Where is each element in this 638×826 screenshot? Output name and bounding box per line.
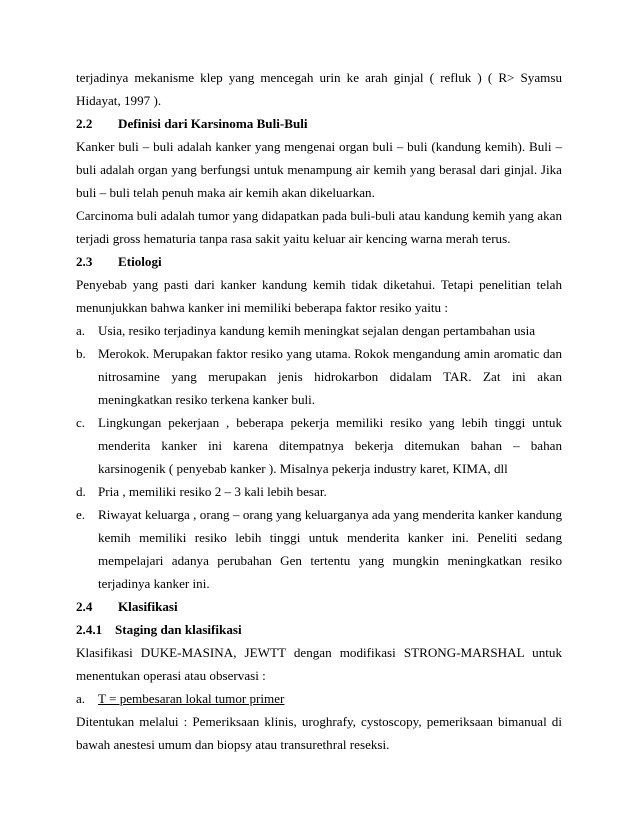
list-marker: a. — [76, 323, 86, 338]
list-text: Merokok. Merupakan faktor resiko yang utama. Rokok mengandung amin aromatic dan nitrosamine yang merupakan jenis hidrokarbon didalam TAR. Zat ini akan meningkatkan resiko terkena kanker buli. — [98, 346, 562, 407]
list-marker: c. — [76, 415, 86, 430]
paragraph-reflux-continuation: terjadinya mekanisme klep yang mencegah urin ke arah ginjal ( refluk ) ( R> Syamsu Hidayat, 1997 ). — [76, 70, 562, 108]
heading-2-2 — [76, 112, 562, 135]
paragraph-etiology: Penyebab yang pasti dari kanker kandung kemih tidak diketahui. Tetapi penelitian telah menunjukkan bahwa kanker ini memiliki beberapa faktor resiko yaitu : — [76, 277, 562, 315]
list-marker: d. — [76, 484, 86, 499]
list-text: Riwayat keluarga , orang – orang yang keluarganya ada yang menderita kanker kandung kemih memiliki resiko lebih tinggi untuk menderita kanker ini. Peneliti sedang mempelajari adanya perubahan Gen tertentu yang mungkin meningkatkan resiko terjadinya kanker ini. — [98, 507, 562, 591]
list-item-smoking — [76, 342, 562, 411]
list-text: Pria , memiliki resiko 2 – 3 kali lebih besar. — [98, 484, 327, 499]
paragraph-classification: Klasifikasi DUKE-MASINA, JEWTT dengan modifikasi STRONG-MARSHAL untuk menentukan operasi atau observasi : — [76, 645, 562, 683]
list-marker: b. — [76, 346, 86, 361]
list-marker: a. — [76, 691, 86, 706]
heading-title: Definisi dari Karsinoma Buli-Buli — [118, 116, 308, 131]
heading-number: 2.4.1 — [76, 622, 103, 637]
paragraph-definition-1: Kanker buli – buli adalah kanker yang mengenai organ buli – buli (kandung kemih). Buli – buli adalah organ yang berfungsi untuk menampung air kemih yang berasal dari ginjal. Jika buli – buli telah penuh maka air kemih akan dikeluarkan. — [76, 139, 562, 200]
heading-title: Staging dan klasifikasi — [115, 622, 242, 637]
list-text: Lingkungan pekerjaan , beberapa pekerja memiliki resiko yang lebih tinggi untuk menderita kanker ini karena ditempatnya bekerja ditemukan bahan – bahan karsinogenik ( penyebab kanker ). Misalnya pekerja industry karet, KIMA, dll — [98, 415, 562, 476]
list-item-tnm-t — [76, 687, 562, 710]
list-item-workplace — [76, 411, 562, 480]
heading-number: 2.3 — [76, 254, 93, 269]
paragraph-determination: Ditentukan melalui : Pemeriksaan klinis, uroghrafy, cystoscopy, pemeriksaan bimanual di bawah anestesi umum dan biopsy atau transurethral reseksi. — [76, 714, 562, 752]
list-text: T = pembesaran lokal tumor primer — [98, 691, 285, 706]
paragraph-definition-2: Carcinoma buli adalah tumor yang didapatkan pada buli-buli atau kandung kemih yang akan terjadi gross hematuria tanpa rasa sakit yaitu keluar air kencing warna merah terus. — [76, 208, 562, 246]
heading-number: 2.2 — [76, 116, 93, 131]
heading-2-4 — [76, 595, 562, 618]
page-content — [76, 66, 562, 756]
heading-number: 2.4 — [76, 599, 93, 614]
list-item-family-history — [76, 503, 562, 595]
heading-2-3 — [76, 250, 562, 273]
heading-title: Etiologi — [118, 254, 162, 269]
list-item-men — [76, 480, 562, 503]
list-item-age — [76, 319, 562, 342]
heading-2-4-1 — [76, 618, 562, 641]
heading-title: Klasifikasi — [118, 599, 178, 614]
list-text: Usia, resiko terjadinya kandung kemih meningkat sejalan dengan pertambahan usia — [98, 323, 536, 338]
list-marker: e. — [76, 507, 86, 522]
